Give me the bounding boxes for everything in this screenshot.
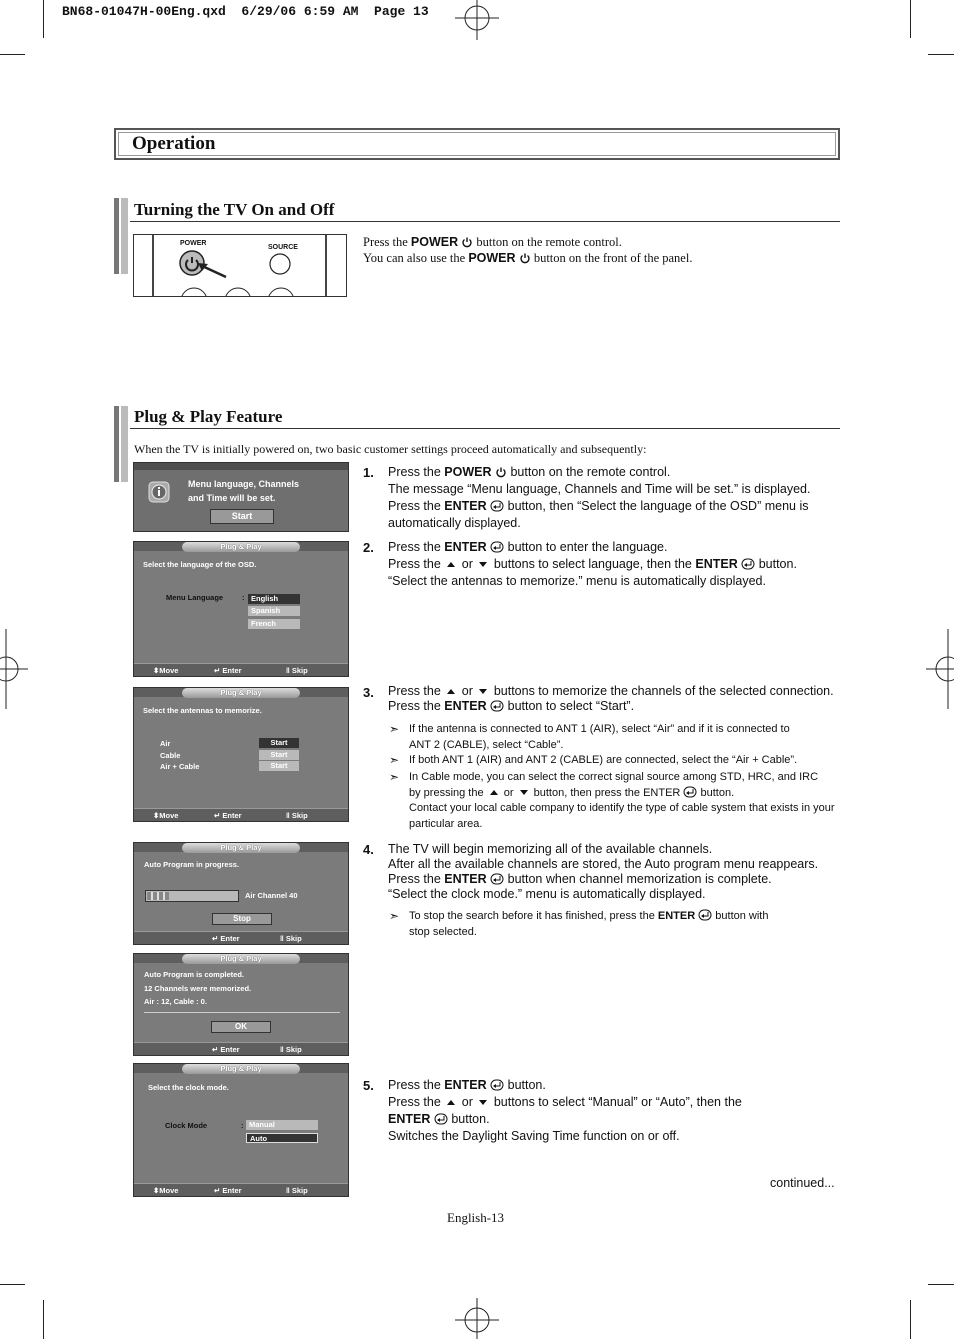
osd-option-spanish: Spanish (248, 606, 300, 616)
file-header: BN68-01047H-00Eng.qxd 6/29/06 6:59 AM Page 13 (62, 4, 429, 19)
note-arrow-icon: ➣ (389, 753, 400, 767)
power-icon (461, 236, 473, 248)
osd-title: Plug & Play (182, 843, 300, 853)
registration-mark-icon (0, 629, 30, 709)
osd-prompt: Select the clock mode. (148, 1083, 229, 1092)
osd-skip-hint: ‖ Skip (286, 811, 308, 820)
osd-item-air: Air (160, 739, 171, 748)
crop-mark (910, 0, 911, 38)
osd-option-english: English (248, 594, 300, 604)
section-title-power: Turning the TV On and Off (134, 200, 335, 219)
osd-label: Clock Mode (165, 1121, 208, 1130)
power-instruction-2: You can also use the POWER button on the front of the panel. (363, 251, 693, 265)
note-arrow-icon: ➣ (389, 909, 400, 923)
osd-skip-hint: ‖ Skip (280, 1045, 302, 1054)
remote-buttons-icon (174, 285, 304, 297)
osd-option-auto: Auto (246, 1133, 318, 1143)
crop-mark (0, 1284, 25, 1285)
remote-source-label: SOURCE (268, 244, 298, 251)
enter-icon (490, 500, 504, 512)
power-instruction-1: Press the POWER button on the remote control. (363, 235, 622, 249)
osd-move-hint: ⬍Move (153, 811, 179, 820)
osd-line-2: 12 Channels were memorized. (144, 984, 252, 993)
osd-screen-antennas (133, 687, 349, 822)
enter-icon (490, 1079, 504, 1091)
osd-screen-completed (133, 953, 349, 1056)
osd-prompt: Select the antennas to memorize. (143, 706, 262, 715)
osd-prompt: Auto Program in progress. (144, 860, 240, 869)
osd-channel-readout: Air Channel 40 (245, 891, 298, 900)
enter-icon (490, 700, 504, 712)
osd-item-cable: Cable (160, 751, 181, 760)
osd-start-air-cable: Start (259, 761, 299, 771)
crop-mark (43, 1300, 44, 1339)
section-rule (130, 221, 840, 222)
osd-colon: : (242, 593, 245, 602)
page-title: Operation (132, 133, 216, 154)
section-rule (130, 428, 840, 429)
osd-skip-hint: ‖ Skip (280, 934, 302, 943)
osd-skip-hint: ‖ Skip (286, 1186, 308, 1195)
section-title-plug-play: Plug & Play Feature (134, 407, 283, 426)
osd-item-air-cable: Air + Cable (160, 762, 200, 771)
osd-move-hint: ⬍Move (153, 666, 179, 675)
osd-prompt: Select the language of the OSD. (143, 560, 257, 569)
pointer-arrow-icon (196, 261, 236, 283)
info-icon (148, 481, 170, 503)
osd-message-line1: Menu language, Channels (188, 479, 300, 489)
osd-label: Menu Language (166, 593, 224, 602)
osd-progress-fill (147, 892, 169, 900)
enter-icon (434, 1113, 448, 1125)
step-5-text: Press the ENTER button. Press the or buttons to select “Manual” or “Auto”, then the ENTER button. Switches the Daylight Saving Time function on or off. (388, 1078, 742, 1143)
osd-title: Plug & Play (182, 688, 300, 698)
down-arrow-icon (479, 1100, 487, 1105)
enter-icon (683, 786, 697, 798)
step-number-4: 4. (363, 842, 374, 857)
step-3-note-1: If the antenna is connected to ANT 1 (AIR), select “Air” and if it is connected to ANT 2 (CABLE), select “Cable”. (409, 723, 790, 751)
step-3-note-3: In Cable mode, you can select the correct signal source among STD, HRC, and IRC by pressing the or button, then press the ENTER button. Contact your local cable company to identify the type of cable system that exists in your particular area. (409, 771, 835, 830)
osd-enter-hint: ↵ Enter (214, 811, 242, 820)
osd-start-button: Start (210, 509, 274, 524)
step-number-5: 5. (363, 1078, 374, 1093)
step-number-2: 2. (363, 540, 374, 555)
power-icon (495, 466, 507, 478)
enter-icon (741, 558, 755, 570)
up-arrow-icon (447, 562, 455, 567)
section-bar (114, 406, 128, 482)
step-3-note-2: If both ANT 1 (AIR) and ANT 2 (CABLE) are connected, select the “Air + Cable”. (409, 754, 798, 766)
power-icon (519, 252, 531, 264)
up-arrow-icon (447, 1100, 455, 1105)
osd-title: Plug & Play (182, 954, 300, 964)
osd-ok-button: OK (211, 1021, 271, 1033)
osd-move-hint: ⬍Move (153, 1186, 179, 1195)
note-arrow-icon: ➣ (389, 770, 400, 784)
step-number-1: 1. (363, 465, 374, 480)
osd-enter-hint: ↵ Enter (212, 1045, 240, 1054)
step-2-text: Press the ENTER button to enter the language. Press the or buttons to select language, then the ENTER button. “Select the antennas to memorize.” menu is automatically displayed. (388, 540, 797, 588)
continued-label: continued... (770, 1176, 835, 1190)
registration-mark-icon (452, 1298, 502, 1339)
registration-mark-icon (924, 629, 954, 709)
osd-title: Plug & Play (182, 1064, 300, 1074)
osd-progress-bar (145, 890, 239, 902)
note-arrow-icon: ➣ (389, 722, 400, 736)
down-arrow-icon (479, 562, 487, 567)
osd-title: Plug & Play (182, 542, 300, 552)
step-3-text: Press the or buttons to memorize the channels of the selected connection. Press the ENTER button to select “Start”. (388, 684, 834, 713)
osd-start-air: Start (259, 738, 299, 748)
osd-skip-hint: ‖ Skip (286, 666, 308, 675)
page-title-box (114, 128, 840, 160)
osd-screen-clock-mode (133, 1063, 349, 1197)
plug-play-intro: When the TV is initially powered on, two basic customer settings proceed automatically and subsequently: (134, 442, 647, 456)
osd-enter-hint: ↵ Enter (214, 666, 242, 675)
down-arrow-icon (479, 689, 487, 694)
crop-mark (928, 54, 954, 55)
crop-mark (43, 0, 44, 38)
crop-mark (928, 1284, 954, 1285)
osd-start-cable: Start (259, 750, 299, 760)
source-button-icon (268, 252, 292, 276)
up-arrow-icon (490, 790, 498, 795)
step-4-text: The TV will begin memorizing all of the available channels. After all the available channels are stored, the Auto program menu reappears. Press the ENTER button when channel memorization is complete. “Select the clock mode.” menu is automatically displayed. (388, 842, 819, 901)
osd-screen-language (133, 541, 349, 677)
enter-icon (490, 873, 504, 885)
osd-line-3: Air : 12, Cable : 0. (144, 997, 207, 1006)
up-arrow-icon (447, 689, 455, 694)
remote-power-label: POWER (180, 240, 207, 247)
enter-icon (698, 909, 712, 921)
down-arrow-icon (520, 790, 528, 795)
step-1-text: Press the POWER button on the remote control. The message “Menu language, Channels and Time will be set.” is displayed. Press the ENTER button, then “Select the language of the OSD” menu is automatically displayed. (388, 465, 811, 530)
crop-mark (0, 54, 25, 55)
crop-mark (910, 1300, 911, 1339)
osd-screen-message (133, 462, 349, 532)
osd-stop-button: Stop (212, 913, 272, 925)
enter-icon (490, 541, 504, 553)
section-bar (114, 198, 128, 274)
page-number: English-13 (447, 1210, 505, 1225)
osd-enter-hint: ↵ Enter (212, 934, 240, 943)
osd-enter-hint: ↵ Enter (214, 1186, 242, 1195)
osd-option-manual: Manual (246, 1120, 318, 1130)
osd-screen-auto-program (133, 842, 349, 945)
remote-illustration (133, 234, 347, 297)
step-number-3: 3. (363, 685, 374, 700)
osd-colon: : (241, 1121, 244, 1130)
osd-message-line2: and Time will be set. (188, 493, 276, 503)
osd-option-french: French (248, 619, 300, 629)
osd-line-1: Auto Program is completed. (144, 970, 245, 979)
step-4-note: To stop the search before it has finished, press the ENTER button with stop selected. (409, 910, 769, 938)
registration-mark-icon (452, 0, 502, 40)
